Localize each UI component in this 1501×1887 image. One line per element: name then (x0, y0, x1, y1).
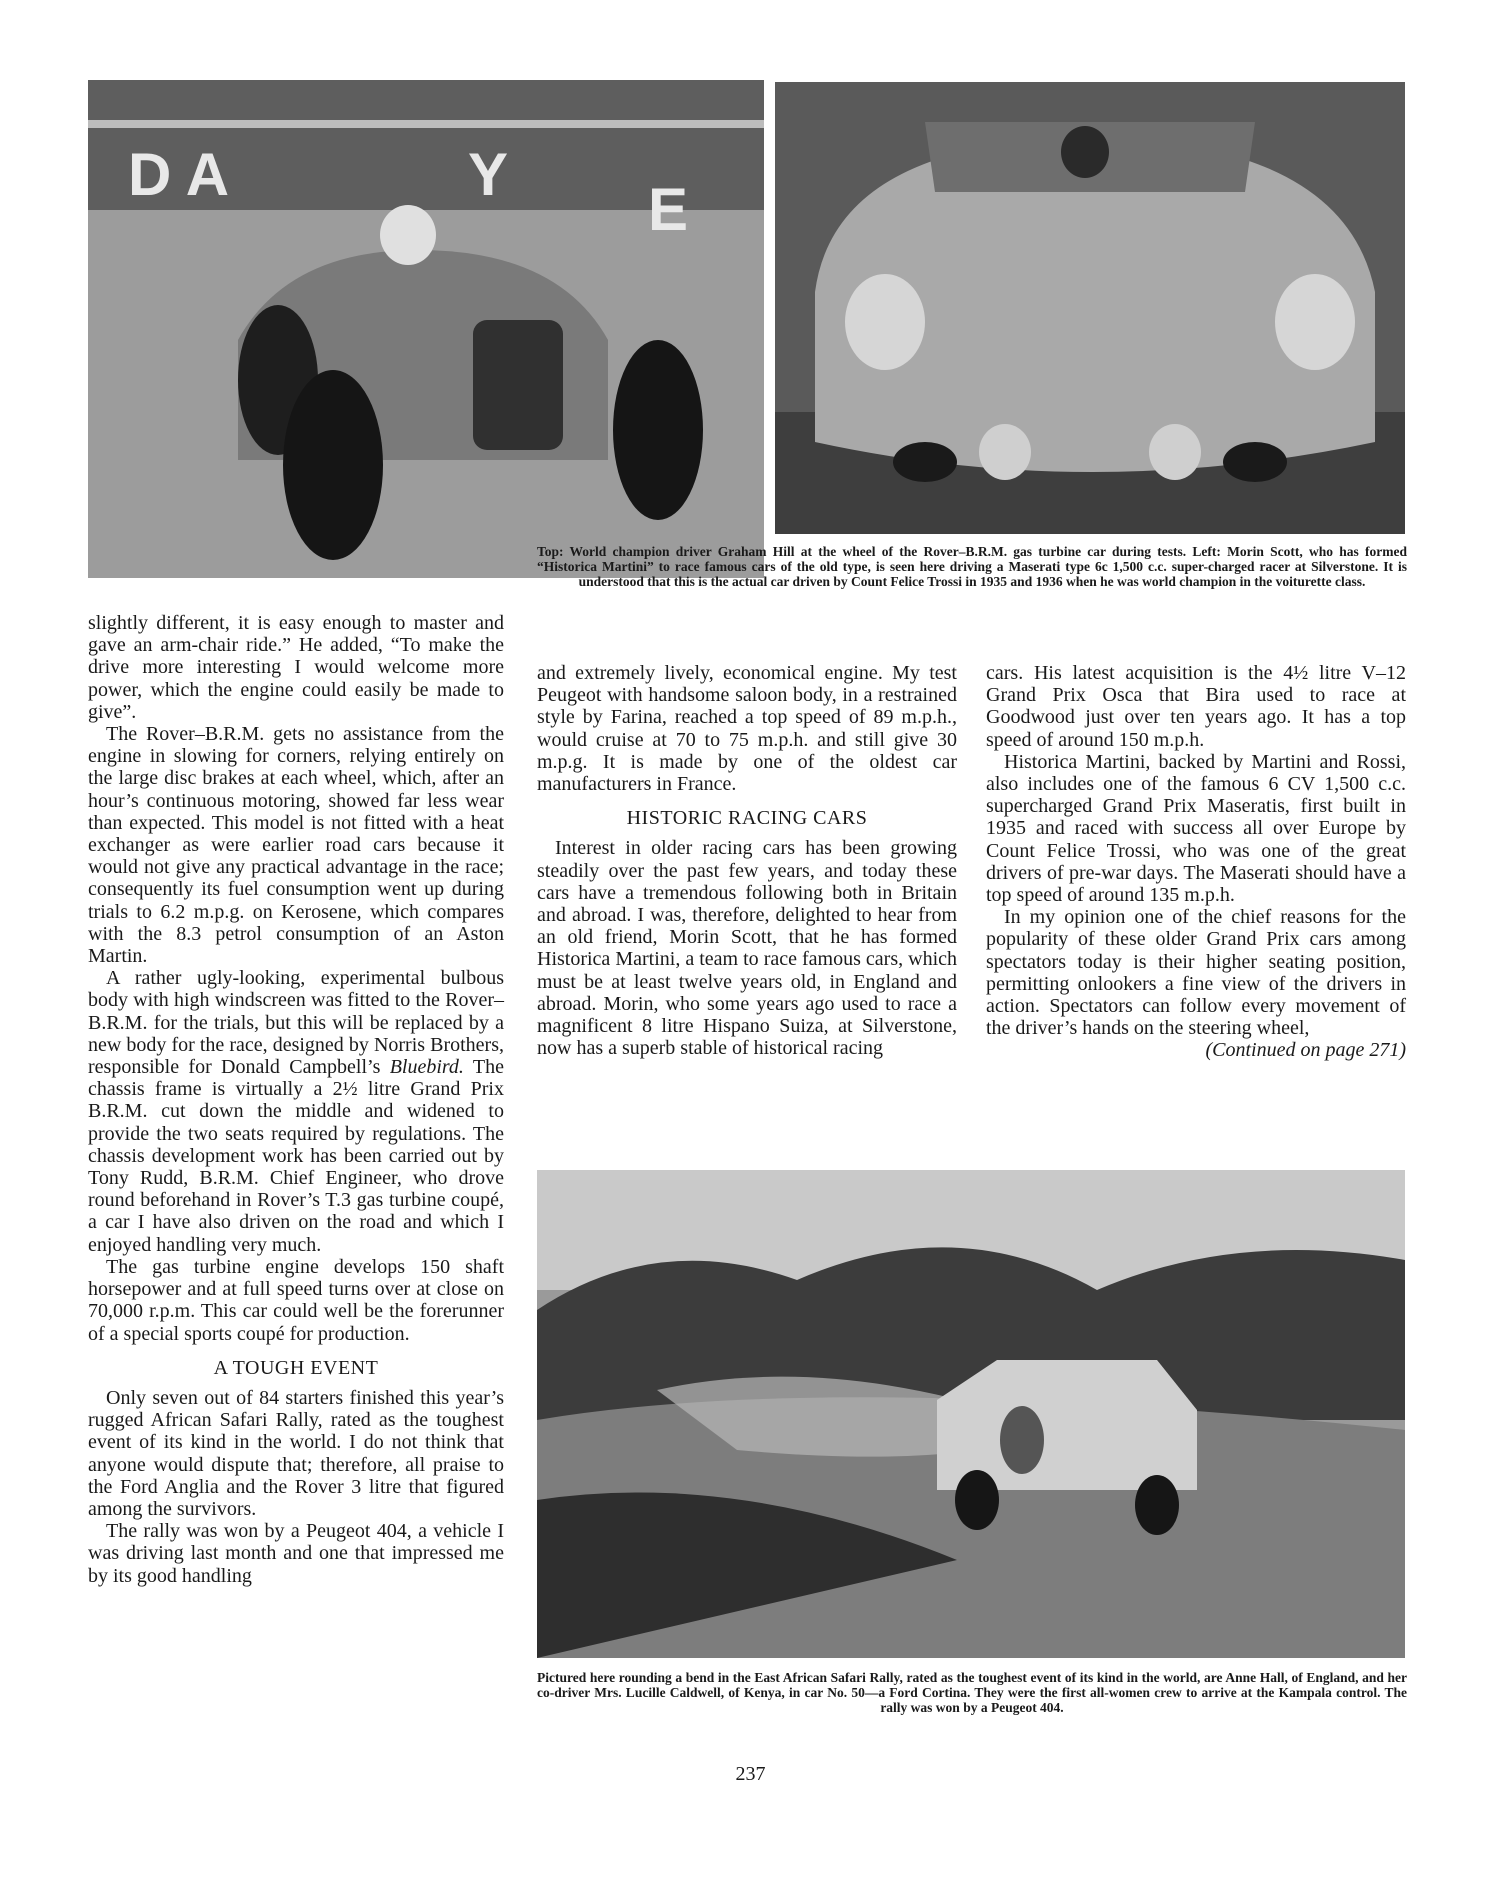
article-column-1 (88, 612, 504, 1587)
section-heading: A TOUGH EVENT (213, 1356, 379, 1379)
continued-note: (Continued on page 271) (1205, 1039, 1406, 1062)
article-column-3 (986, 662, 1406, 1062)
paragraph: Historica Martini, backed by Martini and Rossi, also includes one of the famous 6 CV 1,500 c.c. supercharged Grand Prix Maseratis, first built in 1935 and raced with success all over Europe by Count Felice Trossi, who was one of the great drivers of pre-war days. The Maserati should have a top speed of around 135 m.p.h. (986, 750, 1406, 907)
paragraph: Interest in older racing cars has been growing steadily over the past few years, and today these cars have a tremendous following both in Britain and abroad. I was, therefore, delighted to hear from an old friend, Morin Scott, that he has formed Historica Martini, a team to race famous cars, which must be at least twelve years old, in England and abroad. Morin, who some years ago used to race a magnificent 8 litre Hispano Suiza, at Silverstone, now has a superb stable of historical racing (537, 837, 957, 1060)
bottom-photo-caption: Pictured here rounding a bend in the East African Safari Rally, rated as the toughest event of its kind in the world, are Anne Hall, of England, and her co-driver Mrs. Lucille Caldwell, of Kenya, in car No. 50—a Ford Cortina. They were the first all-women crew to arrive at the Kampala control. The rally was won by a Peugeot 404. (537, 1670, 1407, 1715)
paragraph: The rally was won by a Peugeot 404, a vehicle I was driving last month and one that impressed me by its good handling (88, 1520, 504, 1587)
section-heading: HISTORIC RACING CARS (626, 807, 868, 830)
rally-car-photo (537, 1170, 1405, 1658)
svg-text:E: E (648, 176, 689, 243)
paragraph: cars. His latest acquisition is the 4½ litre V–12 Grand Prix Osca that Bira used to race at Goodwood just over ten years ago. It has a top speed of around 150 m.p.h. (986, 662, 1406, 751)
paragraph: In my opinion one of the chief reasons for the popularity of these older Grand Prix cars among spectators today is their higher seating position, permitting onlookers a fine view of the drivers in action. Spectators can follow every movement of the driver’s hands on the steering wheel, (986, 906, 1406, 1040)
paragraph: The gas turbine engine develops 150 shaft horsepower and at full speed turns over at close on 70,000 r.p.m. This car could well be the forerunner of a special sports coupé for production. (88, 1255, 504, 1345)
paragraph: The Rover–B.R.M. gets no assistance from the engine in slowing for corners, relying entirely on the large disc brakes at each wheel, which, after an hour’s continuous motoring, showed far less wear than expected. This model is not fitted with a heat exchanger as were earlier road cars because it would not give any practical advantage in the race; consequently its fuel consumption went up during trials to 6.2 m.p.g. on Kerosene, which compares with the 8.3 petrol consumption of an Aston Martin. (88, 723, 504, 968)
svg-text:Y: Y (468, 141, 509, 208)
paragraph: and extremely lively, economical engine. My test Peugeot with handsome saloon body, in a restrained style by Farina, reached a top speed of 89 m.p.h., would cruise at 70 to 75 m.p.h. and still give 30 m.p.g. It is made by one of the oldest car manufacturers in France. (537, 662, 957, 796)
article-column-2 (537, 662, 957, 1059)
paragraph: slightly different, it is easy enough to master and gave an arm-chair ride.” He added, “To make the drive more interesting I would welcome more power, which the engine could easily be made to give”. (88, 612, 504, 723)
top-photo-caption: Top: World champion driver Graham Hill at the wheel of the Rover–B.R.M. gas turbine car during tests. Left: Morin Scott, who has formed “Historica Martini” to race famous cars of the old type, is seen here driving a Maserati type 6c 1,500 c.c. super-charged racer at Silverstone. It is understood that this is the actual car driven by Count Felice Trossi in 1935 and 1936 when he was world champion in the voiturette class. (537, 544, 1407, 589)
page-number: 237 (735, 1763, 766, 1785)
paragraph: Only seven out of 84 starters finished this year’s rugged African Safari Rally, rated as the toughest event of its kind in the world. I do not think that anyone would dispute that; therefore, all praise to the Ford Anglia and the Rover 3 litre that figured among the survivors. (88, 1386, 504, 1520)
racing-car-photo (88, 80, 764, 578)
paragraph: A rather ugly-looking, experimental bulbous body with high windscreen was fitted to the Rover–B.R.M. for the trials, but this will be replaced by a new body for the race, designed by Norris Brothers, responsible for Donald Campbell’s Bluebird. The chassis frame is virtually a 2½ litre Grand Prix B.R.M. cut down the middle and widened to provide the two seats required by regulations. The chassis development work has been carried out by Tony Rudd, B.R.M. Chief Engineer, who drove round beforehand in Rover’s T.3 gas turbine coupé, a car I have also driven on the road and which I enjoyed handling very much. (88, 967, 504, 1256)
turbine-car-photo (775, 82, 1405, 534)
svg-text:D A: D A (128, 141, 230, 208)
